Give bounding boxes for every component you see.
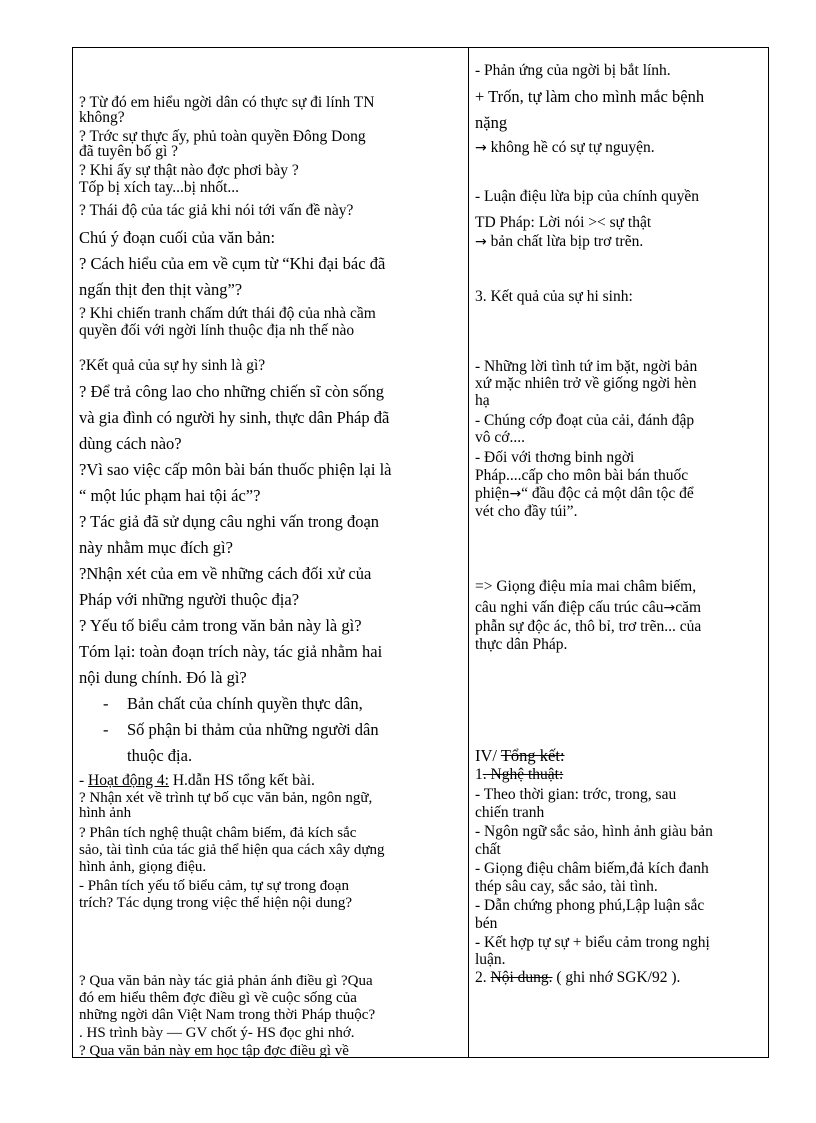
question-line: những ngời dân Việt Nam trong thời Pháp thuộc? [79, 1007, 376, 1023]
question-line: trích? Tác dụng trong việc thể hiện nội dung? [79, 895, 352, 911]
answer-line: thép sâu cay, sắc sảo, tài tình. [475, 878, 658, 895]
column-divider [468, 48, 469, 1057]
arrow-icon: → [509, 486, 522, 502]
question-line: Pháp với những người thuộc địa? [79, 590, 300, 609]
answer-line: hạ [475, 392, 490, 409]
question-line: ?Vì sao việc cấp môn bài bán thuốc phiện lại là [79, 460, 392, 479]
answer-line: - Luận điệu lừa bịp của chính quyền [475, 188, 700, 205]
answer-line: → bản chất lừa bịp trơ trẽn. [475, 233, 644, 250]
question-line: hình ảnh [79, 805, 132, 821]
question-line: quyền đối với ngời lính thuộc địa nh thế nào [79, 322, 355, 339]
question-line: ngấn thịt đen thịt vàng”? [79, 280, 243, 299]
question-line: ?Kết quả của sự hy sinh là gì? [79, 357, 266, 374]
answer-line: Tốp bị xích tay...bị nhốt... [79, 179, 240, 196]
text-line: nội dung chính. Đó là gì? [79, 668, 247, 687]
answer-line: + Trốn, tự làm cho mình mắc bệnh [475, 87, 705, 106]
answer-line: phẫn sự độc ác, thô bỉ, trơ trẽn... của [475, 618, 702, 635]
activity-label: Hoạt động 4: [88, 772, 169, 789]
answer-line: vét cho đầy túi”. [475, 503, 578, 520]
text-line: Tóm lại: toàn đoạn trích này, tác giả nhằm hai [79, 642, 383, 661]
question-line: ? Nhận xét về trình tự bố cục văn bản, ngôn ngữ, [79, 790, 373, 806]
bullet-dash: - [103, 694, 109, 713]
answer-line: chiến tranh [475, 804, 545, 821]
answer-line: - Dẫn chứng phong phú,Lập luận sắc [475, 897, 705, 914]
answer-line: xứ mặc nhiên trở về giống ngời hèn [475, 375, 697, 392]
question-line: sảo, tài tình của tác giả thể hiện qua cách xây dựng [79, 842, 385, 858]
subsection-heading: 2. Nội dung. ( ghi nhớ SGK/92 ). [475, 969, 681, 986]
question-line: ? Trớc sự thực ấy, phủ toàn quyền Đông Dong [79, 128, 366, 145]
summary-heading: Tổng kết: [500, 746, 565, 765]
answer-line: thực dân Pháp. [475, 636, 568, 653]
answer-line: bén [475, 915, 498, 932]
section-heading: IV/ Tổng kết: [475, 746, 565, 765]
question-line: đã tuyên bố gì ? [79, 143, 179, 160]
question-line: ? Phân tích nghệ thuật châm biếm, đả kích sắc [79, 825, 357, 841]
answer-line: nặng [475, 113, 508, 132]
question-line: dùng cách nào? [79, 434, 182, 453]
bullet-item: Số phận bi thảm của những người dân [127, 720, 379, 739]
art-heading: . Nghệ thuật: [482, 766, 564, 783]
answer-line: câu nghi vấn điệp cấu trúc câu→căm [475, 599, 702, 616]
arrow-icon: → [475, 234, 487, 250]
text-line: Chú ý đoạn cuối của văn bản: [79, 228, 276, 247]
answer-line: - Chúng cớp đoạt của cải, đánh đập [475, 412, 695, 429]
question-line: hình ảnh, giọng điệu. [79, 859, 207, 875]
bullet-item: thuộc địa. [127, 746, 193, 765]
bullet-item: Bản chất của chính quyền thực dân, [127, 694, 363, 713]
answer-line: - Những lời tình tứ im bặt, ngời bản [475, 358, 698, 375]
question-line: - Phân tích yếu tố biểu cảm, tự sự trong đoạn [79, 878, 349, 894]
question-line: ? Yếu tố biểu cảm trong văn bản này là gì? [79, 616, 362, 635]
answer-line: - Đối với thơng binh ngời [475, 449, 635, 466]
bullet-dash: - [103, 720, 109, 739]
question-line: ? Để trả công lao cho những chiến sĩ còn sống [79, 382, 384, 401]
question-line: ? Tác giả đã sử dụng câu nghi vấn trong đoạn [79, 512, 380, 531]
question-line: ? Qua văn bản này tác giả phản ánh điều gì ?Qua [79, 973, 373, 989]
answer-line: - Theo thời gian: trớc, trong, sau [475, 786, 677, 803]
subsection-heading: 1. Nghệ thuật: [475, 766, 564, 783]
question-line: ? Khi ấy sự thật nào đợc phơi bày ? [79, 162, 299, 179]
answer-line: TD Pháp: Lời nói >< sự thật [475, 214, 652, 231]
answer-line: vô cớ.... [475, 429, 525, 446]
question-line: ? Từ đó em hiểu ngời dân có thực sự đi lính TN [79, 94, 375, 111]
arrow-icon: → [663, 600, 676, 616]
question-line: ?Nhận xét của em về những cách đối xử của [79, 564, 372, 583]
activity-heading: - Hoạt động 4: H.dẫn HS tổng kết bài. [79, 772, 315, 789]
answer-line: chất [475, 841, 501, 858]
lesson-table [72, 47, 769, 1058]
question-line: ? Cách hiểu của em về cụm từ “Khi đại bác đã [79, 254, 386, 273]
question-line: không? [79, 109, 125, 126]
content-heading: Nội dung. [490, 969, 553, 986]
answer-line: - Ngôn ngữ sắc sảo, hình ảnh giàu bản [475, 823, 713, 840]
text-line: . HS trình bày — GV chốt ý- HS đọc ghi nhớ. [79, 1025, 355, 1041]
answer-line: - Kết hợp tự sự + biểu cảm trong nghị [475, 934, 710, 951]
answer-line: luận. [475, 951, 506, 968]
answer-line: Pháp....cấp cho môn bài bán thuốc [475, 467, 689, 484]
section-heading: 3. Kết quả của sự hi sinh: [475, 288, 633, 305]
question-line: “ một lúc phạm hai tội ác”? [79, 486, 261, 505]
answer-line: => Giọng điệu mỉa mai châm biếm, [475, 578, 697, 595]
question-line: đó em hiểu thêm đợc điều gì về cuộc sống của [79, 990, 357, 1006]
answer-line: - Phản ứng của ngời bị bắt lính. [475, 62, 671, 79]
arrow-icon: → [475, 140, 487, 156]
answer-line: phiện→“ đầu độc cả một dân tộc để [475, 485, 694, 502]
question-line: ? Thái độ của tác giả khi nói tới vấn đề này? [79, 202, 354, 219]
question-line: và gia đình có người hy sinh, thực dân Pháp đã [79, 408, 390, 427]
question-line: ? Qua văn bản này em học tập đợc điều gì về [79, 1043, 349, 1059]
question-line: ? Khi chiến tranh chấm dứt thái độ của nhà cầm [79, 305, 376, 322]
answer-line: - Giọng điệu châm biếm,đả kích đanh [475, 860, 709, 877]
answer-line: → không hề có sự tự nguyện. [475, 139, 655, 156]
question-line: này nhằm mục đích gì? [79, 538, 233, 557]
